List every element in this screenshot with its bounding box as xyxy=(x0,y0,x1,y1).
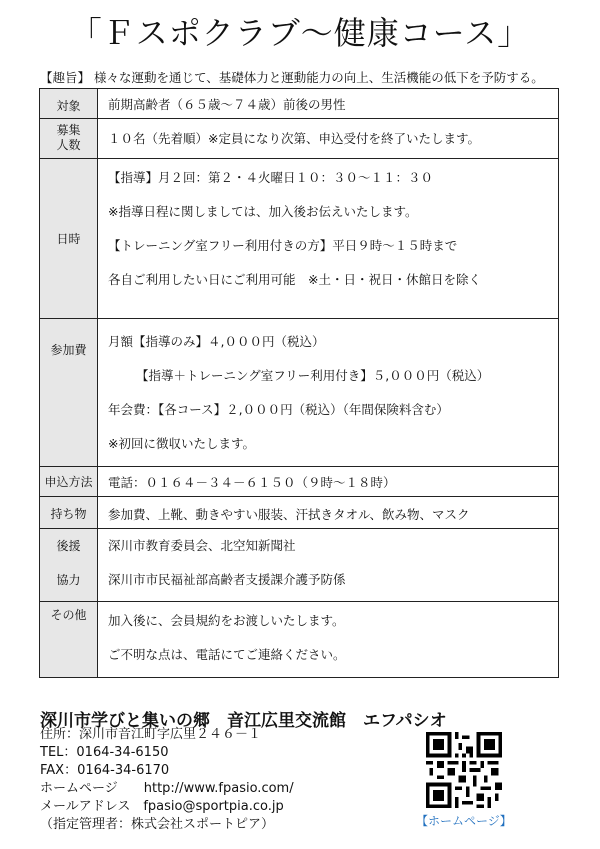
capacity-line: １０名（先着順）※定員になり次第、申込受付を終了いたします。 xyxy=(108,131,480,146)
table-row xyxy=(40,119,559,159)
table-row xyxy=(40,602,559,678)
table-row xyxy=(40,319,559,467)
fax-text: FAX：0164-34-6170 xyxy=(40,763,170,778)
table-row xyxy=(40,529,559,602)
row-content-apply xyxy=(98,467,559,497)
purpose-text: 【趣旨】 様々な運動を通じて、基礎体力と運動能力の向上、生活機能の低下を予防する。 xyxy=(40,70,544,85)
row-content-target xyxy=(98,89,559,119)
row-content-fee xyxy=(98,319,559,467)
contact-info xyxy=(40,726,294,834)
tel-text: TEL：0164-34-6150 xyxy=(40,745,169,760)
row-content-other xyxy=(98,602,559,678)
fee-line: ※初回に徴収いたします。 xyxy=(108,436,255,451)
belongings-line: 参加費、上靴、動きやすい服装、汗拭きタオル、飲み物、マスク xyxy=(108,507,470,522)
qr-caption: 【ホームページ】 xyxy=(416,814,512,828)
row-label-belongings: 持ち物 xyxy=(40,497,98,529)
table-row xyxy=(40,159,559,319)
support-label-line: 協力 xyxy=(56,573,81,587)
fee-line: 年会費：【各コース】２,０００円（税込）（年間保険料含む） xyxy=(108,402,449,417)
row-label-other: その他 xyxy=(40,602,98,678)
email-link[interactable]: メールアドレス fpasio@sportpia.co.jp xyxy=(40,799,284,814)
row-content-capacity xyxy=(98,119,559,159)
qr-code-icon[interactable] xyxy=(426,732,502,808)
info-table xyxy=(39,88,559,678)
table-row xyxy=(40,467,559,497)
row-label-fee: 参加費 xyxy=(40,319,98,467)
support-line: 深川市教育委員会、北空知新聞社 xyxy=(108,538,296,553)
table-row xyxy=(40,497,559,529)
row-label-capacity xyxy=(40,119,98,159)
row-label-support xyxy=(40,529,98,602)
other-line: 加入後に、会員規約をお渡しいたします。 xyxy=(108,613,345,628)
row-label-apply: 申込方法 xyxy=(40,467,98,497)
table-row xyxy=(40,89,559,119)
row-content-belongings xyxy=(98,497,559,529)
row-content-support xyxy=(98,529,559,602)
schedule-line: 【指導】月２回：第２・４火曜日１０：３０～１１：３０ xyxy=(108,170,434,185)
fee-line: 【指導＋トレーニング室フリー利用付き】５,０００円（税込） xyxy=(136,368,490,383)
row-label-target: 対象 xyxy=(40,89,98,119)
support-label-line: 後援 xyxy=(56,539,81,553)
capacity-label-line: 募集 xyxy=(56,123,81,137)
row-content-schedule xyxy=(98,159,559,319)
capacity-label-line: 人数 xyxy=(56,138,81,152)
facility-name: 深川市学びと集いの郷 音江広里交流館 エフパシオ xyxy=(40,711,447,731)
support-line: 深川市市民福祉部高齢者支援課介護予防係 xyxy=(108,572,346,587)
other-line: ご不明な点は、電話にてご連絡ください。 xyxy=(108,647,346,662)
row-label-schedule: 日時 xyxy=(40,159,98,319)
schedule-line: ※指導日程に関しましては、加入後お伝えいたします。 xyxy=(108,204,418,219)
address-text: 住所：深川市音江町字広里２４６－１ xyxy=(40,727,262,742)
page-title: 「Ｆスポクラブ～健康コース」 xyxy=(69,14,531,52)
fee-line: 月額【指導のみ】４,０００円（税込） xyxy=(108,334,325,349)
schedule-line: 【トレーニング室フリー利用付きの方】平日９時～１５時まで xyxy=(108,238,458,253)
manager-text: （指定管理者：株式会社スポートピア） xyxy=(40,817,275,832)
schedule-line: 各自ご利用したい日にご利用可能 ※土・日・祝日・休館日を除く xyxy=(108,272,481,287)
homepage-link[interactable]: ホームページ http://www.fpasio.com/ xyxy=(40,781,294,796)
apply-line: 電話：０１６４－３４－６１５０（９時～１８時） xyxy=(108,475,396,490)
target-line: 前期高齢者（６５歳～７４歳）前後の男性 xyxy=(108,97,346,112)
